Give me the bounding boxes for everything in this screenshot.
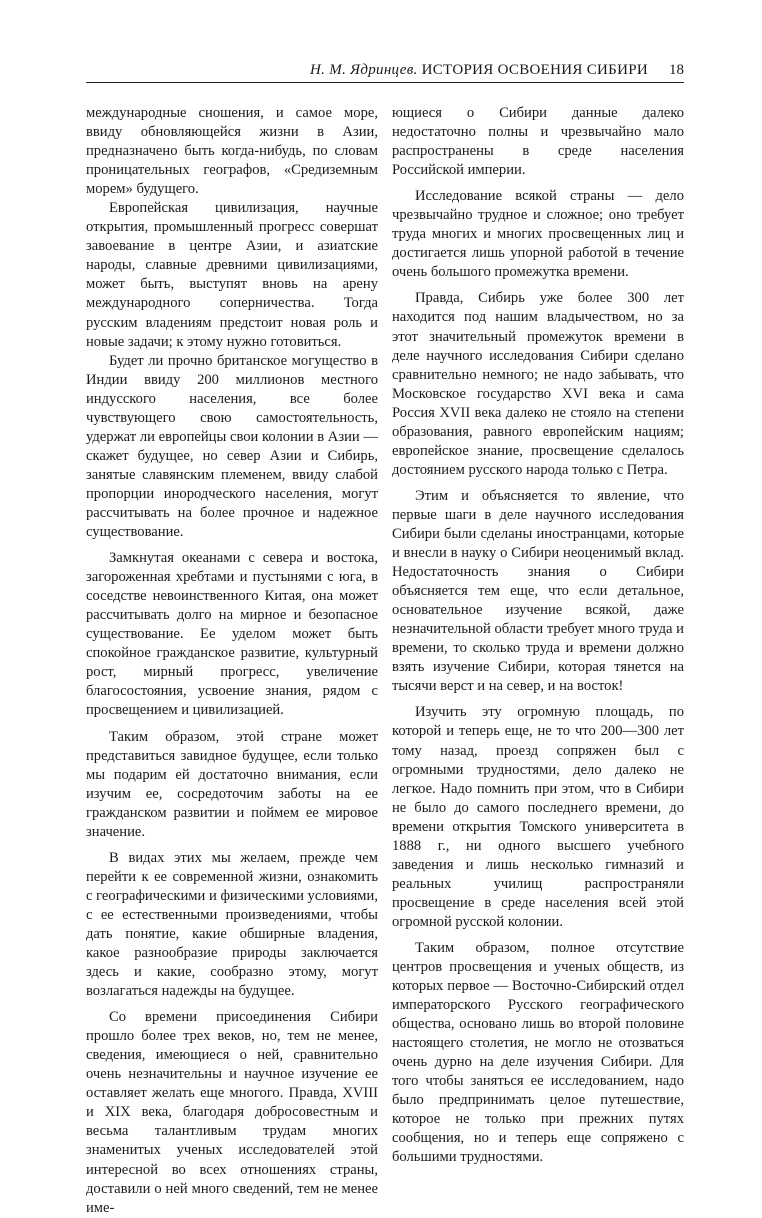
paragraph: Правда, Сибирь уже более 300 лет находится под нашим владычеством, но за этот значительный промежуток времени в деле научного исследования Сибири сделано сравнительно немного; не надо забывать, что Московское государство XVI века и сама Россия XVII века далеко не стояло на степени образования, равного европейским нациям; европейское знание, просвещение сделалось достоянием русского народа только с Петра.	[392, 290, 684, 478]
running-head-title	[310, 62, 648, 79]
left-text-column	[86, 104, 378, 1218]
paragraph: Изучить эту огромную площадь, по которой и теперь еще, не то что 200—300 лет тому назад, проезд сопряжен был с огромными трудностями, дело далеко не легкое. Надо помнить при этом, что в Сибири не было до самого последнего времени, до времени открытия Томского университета в 1888 г., ни одного высшего учебного заведения и лишь несколько гимназий и реальных училищ распространяли просвещение в среде населения всей этой огромной русской колонии.	[392, 704, 684, 930]
paragraph: Будет ли прочно британское могущество в Индии ввиду 200 миллионов местного индусского населения, все более чувствующего свою самостоятельность, удержат ли европейцы свои колонии в Азии — скажет будущее, но север Азии и Сибирь, занятые славянским племенем, ввиду слабой пропорции инородческого населения, могут рассчитывать на более прочное и надежное существование.	[86, 352, 378, 541]
paragraph: Таким образом, полное отсутствие центров просвещения и ученых обществ, из которых первое — Восточно-Сибирский отдел императорского Русского географического общества, основано лишь во второй половине настоящего столетия, не могло не отозваться очень дурно на деле изучения Сибири. Для того чтобы заняться ее исследованием, надо было предпринимать целое путешествие, которое не только при прежних путях сообщения, но и теперь еще сопряжено с большими трудностями.	[392, 939, 684, 1166]
paragraph: международные сношения, и самое море, ввиду обновляющейся жизни в Азии, предназначено быть когда-нибудь, по словам проницательных географов, «Средиземным морем» будущего.	[86, 105, 378, 198]
right-text-column	[392, 104, 684, 1168]
paragraph: Таким образом, этой стране может представиться завидное будущее, если только мы подарим ей достаточно внимания, если изучим ее, сосредоточим заботы на ее гражданском развитии и поймем ее мировое значение.	[86, 728, 378, 840]
paragraph: Этим и объясняется то явление, что первые шаги в деле научного исследования Сибири были сделаны иностранцами, которые и внесли в науку о Сибири неоценимый вклад. Недостаточность знания о Сибири объясняется тем еще, что если детальное, основательное изучение всякой, даже незначительной области требует много труда и времени, то сколько труда и времени должно взять изучение Сибири, которая тянется на тысячи верст и на север, и на восток!	[392, 487, 684, 695]
header-author: Н. М. Ядринцев.	[310, 62, 418, 78]
running-header	[86, 60, 684, 83]
paragraph: ющиеся о Сибири данные далеко недостаточно полны и чрезвычайно мало распространены в среде населения Российской империи.	[392, 105, 684, 179]
paragraph: Со времени присоединения Сибири прошло более трех веков, но, тем не менее, сведения, имеющиеся о ней, сравнительно очень незначительны и научное изучение ее оставляет желать еще многого. Правда, XVIII и XIX века, благодаря добросовестным и весьма талантливым трудам многих знаменитых ученых исследователей этой интересной во всех отношениях страны, доставили о ней много сведений, тем не менее име-	[86, 1009, 378, 1216]
header-book-title: ИСТОРИЯ ОСВОЕНИЯ СИБИРИ	[421, 62, 648, 78]
page-number: 18	[669, 62, 684, 78]
paragraph: Замкнутая океанами с севера и востока, загороженная хребтами и пустынями с юга, в соседстве невоинственного Китая, она может рассчитывать долго на мирное и безопасное существование. Ее уделом может быть спокойное гражданское развитие, культурный рост, мирный прогресс, увеличение благосостояния, усвоение знания, рядом с просвещением и цивилизацией.	[86, 550, 378, 719]
paragraph: Европейская цивилизация, научные открытия, промышленный прогресс совершат завоевание в центре Азии, и азиатские народы, славные древними цивилизациями, может быть, выступят вновь на арену международного соперничества. Тогда русским владениям предстоит новая роль и новые задачи; к этому нужно готовиться.	[86, 200, 378, 350]
paragraph: Исследование всякой страны — дело чрезвычайно трудное и сложное; оно требует труда многих и многих просвещенных лиц и достигается лишь упорной работой в течение очень большого промежутка времени.	[392, 188, 684, 281]
paragraph: В видах этих мы желаем, прежде чем перейти к ее современной жизни, ознакомить с географическими и физическими условиями, с ее естественными произведениями, чтобы дать понятие, какие обширные владения, какое разнообразие природы заключается здесь и какие, сообразно этому, могут возлагаться надежды на будущее.	[86, 849, 378, 1000]
